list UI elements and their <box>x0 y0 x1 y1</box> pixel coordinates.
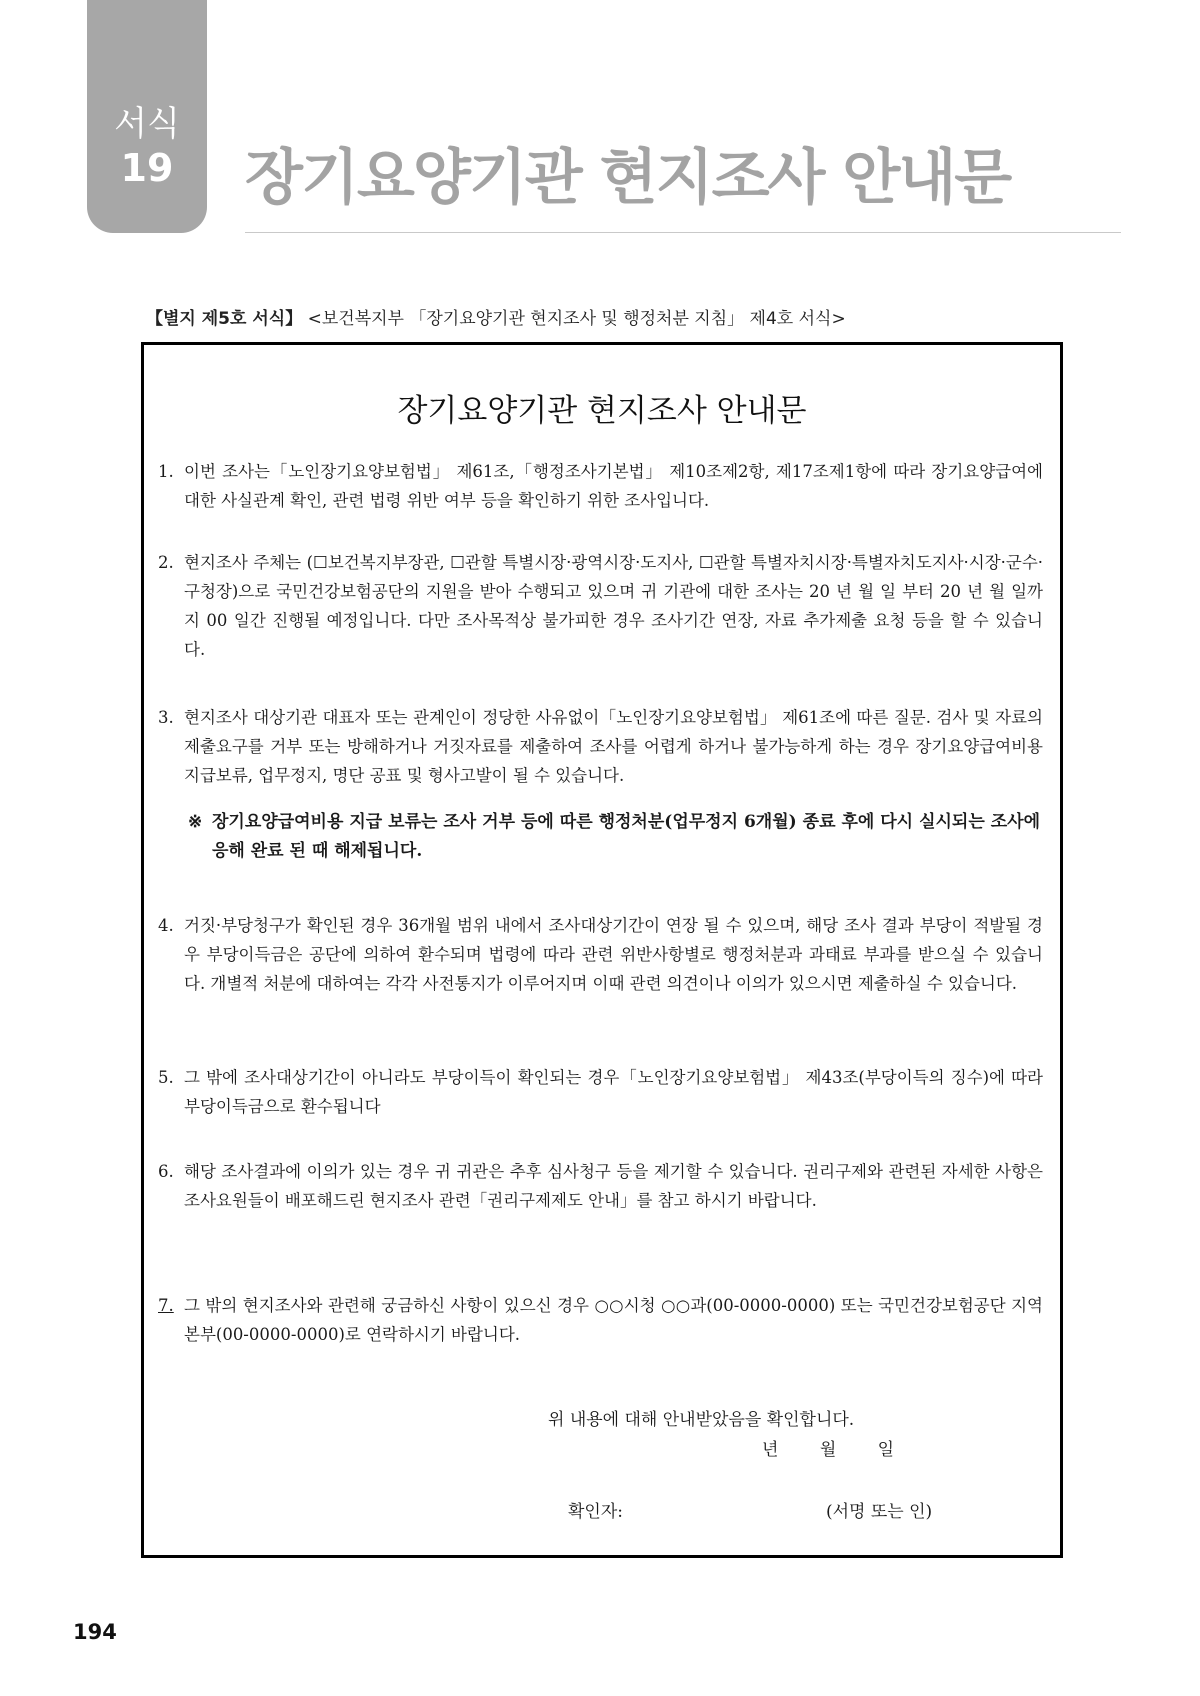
notice-item <box>158 457 1043 515</box>
item-number: 5. <box>158 1068 174 1087</box>
item-text: 현지조사 대상기관 대표자 또는 관계인이 정당한 사유없이「노인장기요양보험법」 제61조에 따른 질문. 검사 및 자료의 제출요구를 거부 또는 방해하거나 거짓자료를 제출하여 조사를 어렵게 하거나 불가능하게 하는 경우 장기요양급여비용 지급보류, 업무정지, 명단 공표 및 형사고발이 될 수 있습니다. <box>184 708 1043 785</box>
item-text: 그 밖의 현지조사와 관련해 궁금하신 사항이 있으신 경우 ○○시청 ○○과(00-0000-0000) 또는 국민건강보험공단 지역본부(00-0000-0000)로 연락하시기 바랍니다. <box>184 1296 1043 1344</box>
signature-label: (서명 또는 인) <box>826 1502 933 1522</box>
page-number: 194 <box>73 1620 117 1644</box>
notice-item <box>158 548 1043 664</box>
remark-mark: ※ <box>188 812 203 832</box>
item-text: 그 밖에 조사대상기간이 아니라도 부당이득이 확인되는 경우「노인장기요양보험법」 제43조(부당이득의 징수)에 따라 부당이득금으로 환수됩니다 <box>184 1068 1043 1116</box>
item-number: 2. <box>158 553 174 572</box>
notice-item <box>158 1157 1043 1215</box>
notice-item <box>158 911 1043 998</box>
tab-number: 19 <box>120 146 174 190</box>
page-title: 장기요양기관 현지조사 안내문 <box>245 143 1011 213</box>
item-number: 7. <box>158 1296 174 1315</box>
notice-item <box>158 1291 1043 1349</box>
remark-text: 장기요양급여비용 지급 보류는 조사 거부 등에 따른 행정처분(업무정지 6개월) 종료 후에 다시 실시되는 조사에 응해 완료 된 때 해제됩니다. <box>212 812 1040 861</box>
notice-remark <box>188 808 1040 866</box>
item-text: 이번 조사는「노인장기요양보험법」 제61조,「행정조사기본법」 제10조제2항, 제17조제1항에 따라 장기요양급여에 대한 사실관계 확인, 관련 법령 위반 여부 등을 확인하기 위한 조사입니다. <box>184 462 1043 510</box>
item-number: 4. <box>158 916 174 935</box>
form-caption <box>146 304 846 329</box>
item-text: 거짓·부당청구가 확인된 경우 36개월 범위 내에서 조사대상기간이 연장 될 수 있으며, 해당 조사 결과 부당이 적발될 경우 부당이득금은 공단에 의하여 환수되며 법령에 따라 관련 위반사항별로 행정처분과 과태료 부과를 받으실 수 있습니다. 개별적 처분에 대하여는 각각 사전통지가 이루어지며 이때 관련 의견이나 이의가 있으시면 제출하실 수 있습니다. <box>184 916 1043 993</box>
date-field: 년 월 일 <box>762 1440 895 1460</box>
notice-item <box>158 703 1043 790</box>
confirmer-label: 확인자: <box>568 1502 623 1522</box>
notice-item <box>158 1063 1043 1121</box>
caption-form-number: 【별지 제5호 서식】 <box>146 309 303 329</box>
item-number: 6. <box>158 1162 174 1181</box>
caption-source: <보건복지부 「장기요양기관 현지조사 및 행정처분 지침」 제4호 서식> <box>302 309 846 329</box>
item-text: 현지조사 주체는 (☐보건복지부장관, ☐관할 특별시장·광역시장·도지사, ☐관할 특별자치시장·특별자치도지사·시장·군수·구청장)으로 국민건강보험공단의 지원을 받아 수행되고 있으며 귀 기관에 대한 조사는 20 년 월 일 부터 20 년 월 일까지 00 일간 진행될 예정입니다. 다만 조사목적상 불가피한 경우 조사기간 연장, 자료 추가제출 요청 등을 할 수 있습니다. <box>184 553 1043 659</box>
title-divider <box>245 232 1121 233</box>
item-number: 1. <box>158 462 174 481</box>
form-title: 장기요양기관 현지조사 안내문 <box>397 393 807 429</box>
form-frame <box>141 342 1063 1558</box>
confirmation-statement: 위 내용에 대해 안내받았음을 확인합니다. <box>548 1410 855 1430</box>
form-number-tab <box>87 0 207 233</box>
item-number: 3. <box>158 708 174 727</box>
tab-label: 서식 <box>114 104 180 144</box>
item-text: 해당 조사결과에 이의가 있는 경우 귀 귀관은 추후 심사청구 등을 제기할 수 있습니다. 권리구제와 관련된 자세한 사항은 조사요원들이 배포해드린 현지조사 관련「권리구제제도 안내」를 참고 하시기 바랍니다. <box>184 1162 1043 1210</box>
